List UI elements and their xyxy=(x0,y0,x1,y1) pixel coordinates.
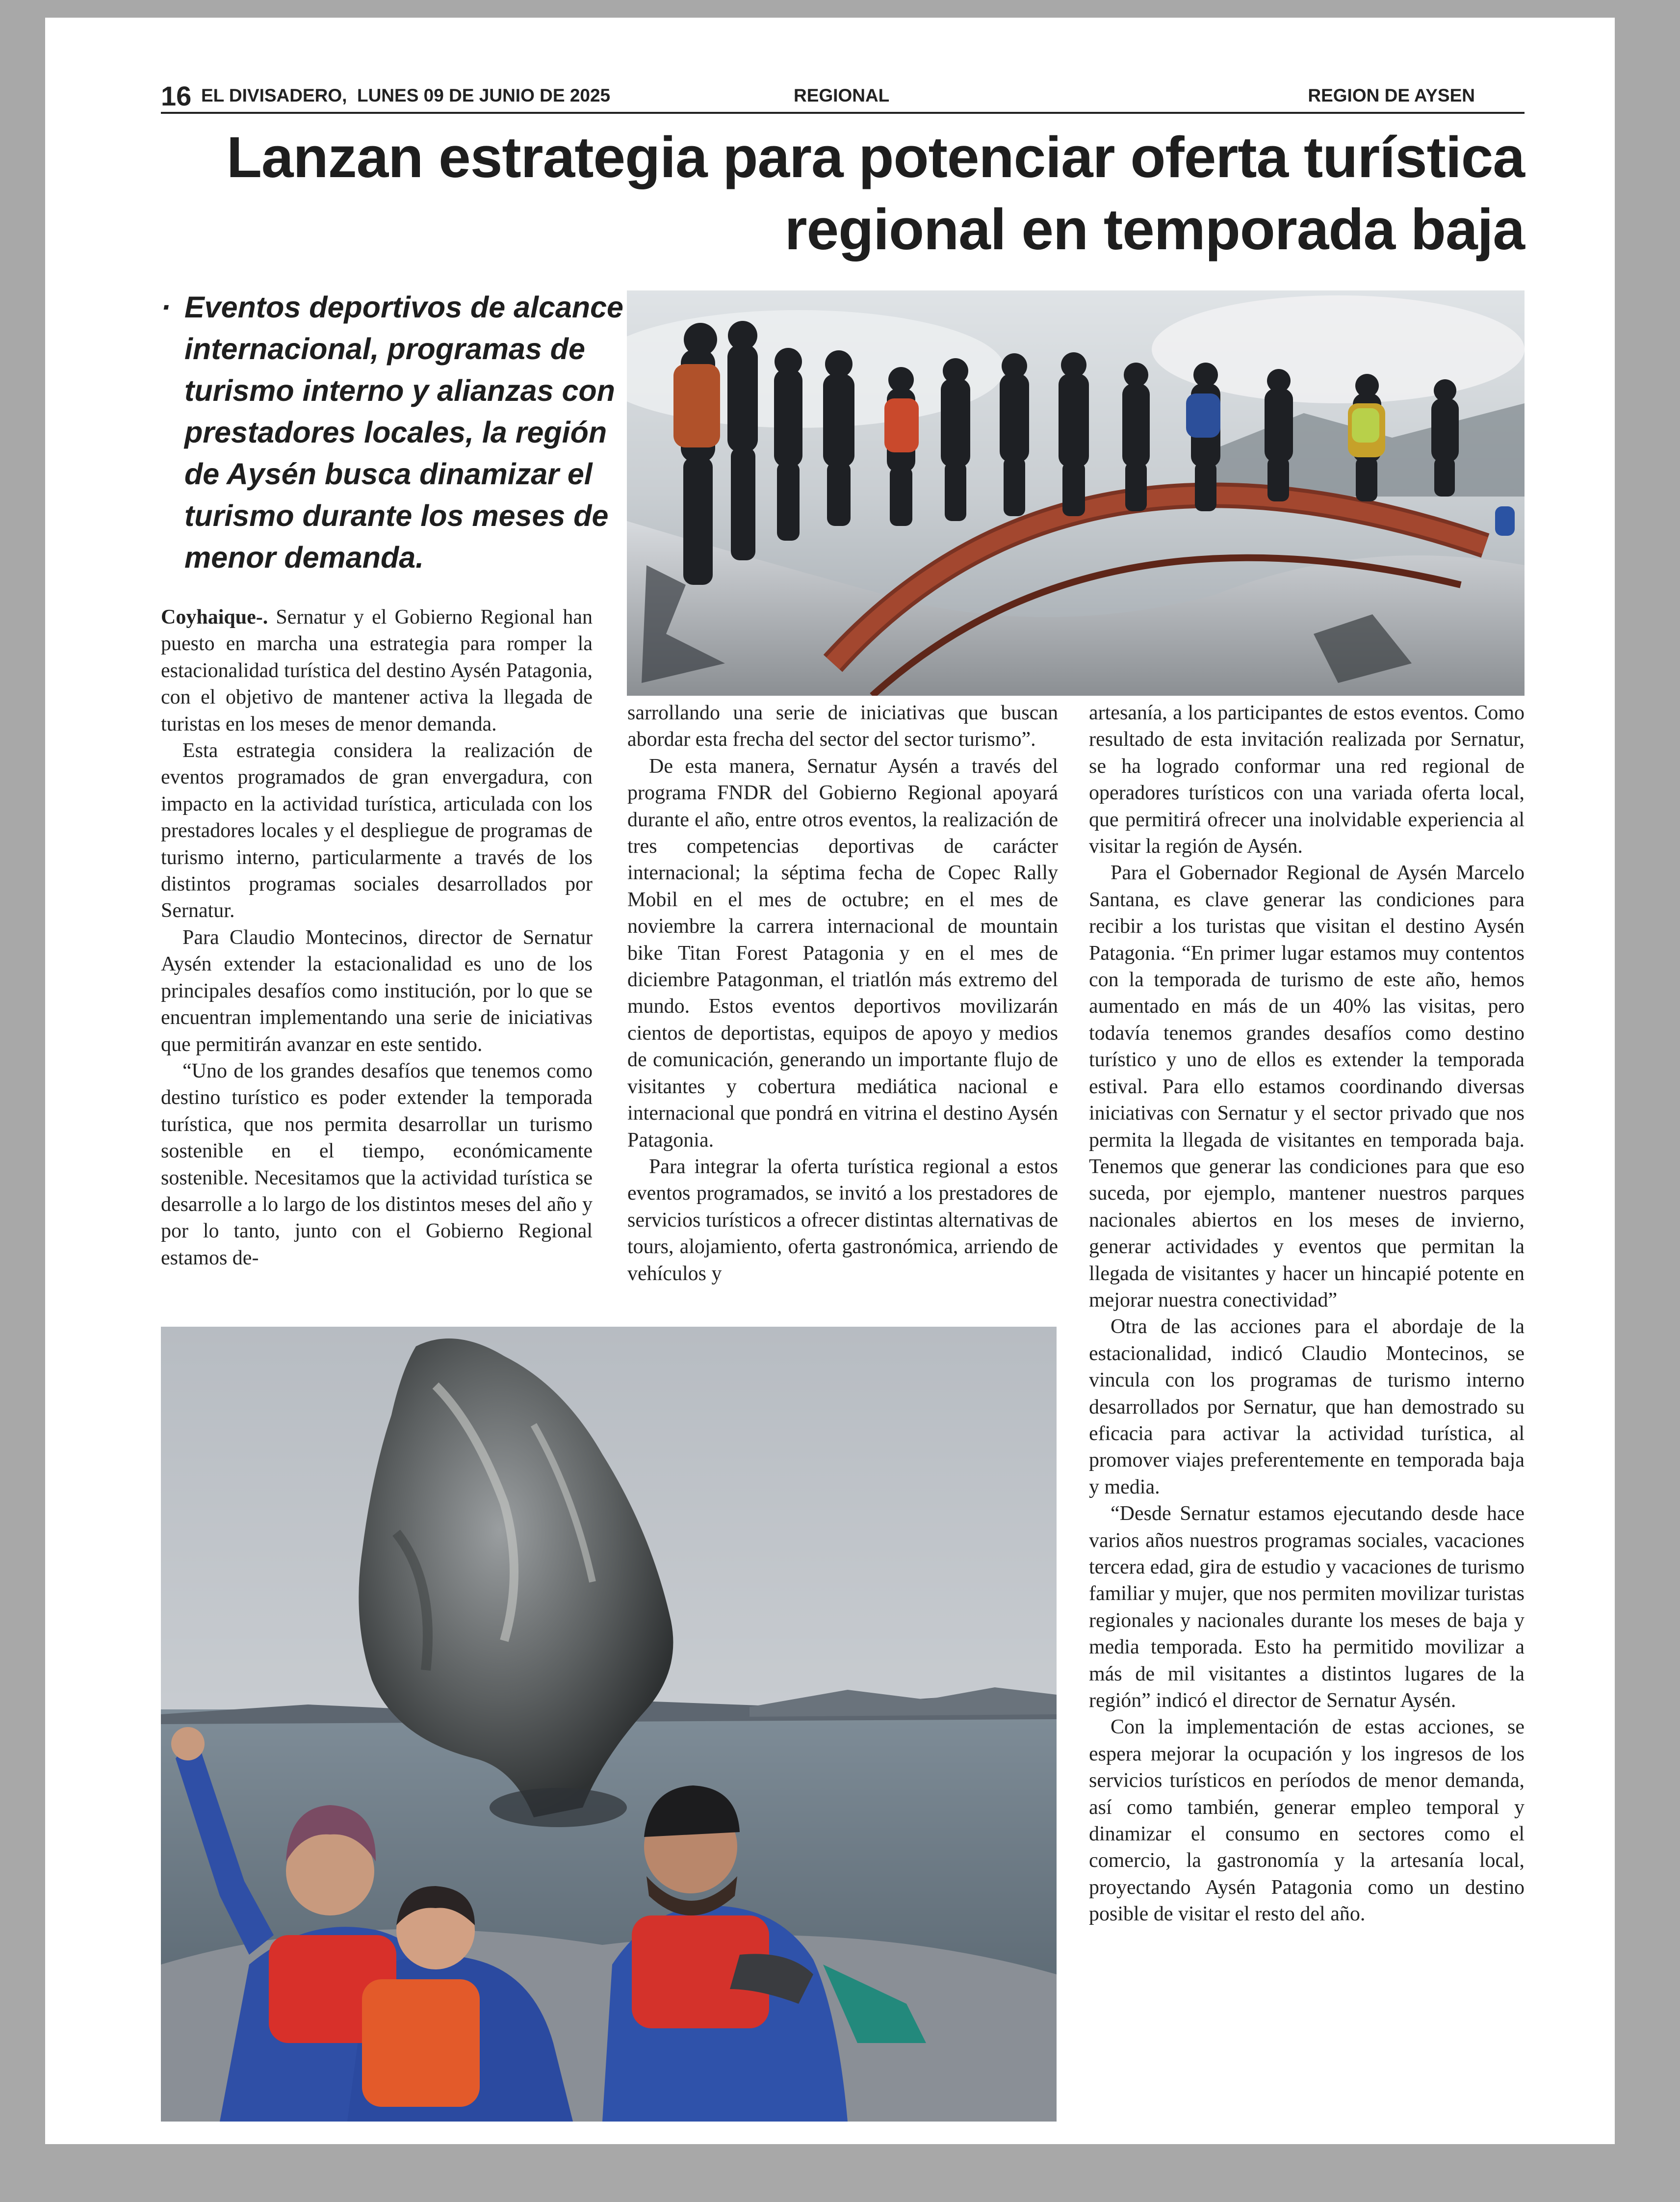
region-label: REGION DE AYSEN xyxy=(1308,85,1475,105)
marble-caves-family-photo xyxy=(161,1327,1057,2122)
column2-paragraph-3: Para integrar la oferta turística regional a estos eventos programados, se invitó a los prestadores de servicios turísticos a ofrecer distintas alternativas de tours, alojamiento, oferta gastronómica, arriendo de vehículos y xyxy=(627,1155,1058,1285)
column3-paragraph-4: “Desde Sernatur estamos ejecutando desde hace varios años nuestros programas sociales, vacaciones tercera edad, gira de estudio y vacaciones de turismo familiar y mujer, que nos permiten movilizar turistas regionales y nacionales durante los meses de baja y media temporada. Esto ha permitido movilizar a más de mil visitantes a distintos lugares de la región” indicó el director de Sernatur Aysén. xyxy=(1089,1502,1525,1712)
article-column-1 xyxy=(161,604,593,1271)
column3-paragraph-5: Con la implementación de estas acciones, se espera mejorar la ocupación y los ingresos de los servicios turísticos en períodos de menor demanda, así como también, generar empleo temporal y dinamizar el consumo en sectores como el comercio, la gastronomía y la artesanía local, proyectando Aysén Patagonia como un destino posible de visitar el resto del año. xyxy=(1089,1716,1525,1926)
column3-paragraph-2: Para el Gobernador Regional de Aysén Marcelo Santana, es clave generar las condiciones para recibir a los turistas que visitan el destino Aysén Patagonia. “En primer lugar estamos muy contentos con la temporada de turismo de este año, hemos aumentado en más de un 40% las visitas, pero todavía tenemos grandes desafíos como destino turístico y uno de ellos es extender la temporada estival. Para ello estamos coordinando diversas iniciativas con Sernatur y el sector privado que nos permita la llegada de visitantes en temporada baja. Tenemos que generar las condiciones para que eso suceda, por ejemplo, mantener nuestros parques nacionales abiertos en los meses de invierno, generar actividades y eventos que permitan la llegada de visitantes y hacer un hincapié potente en mejorar nuestra conectividad” xyxy=(1089,862,1525,1311)
deck xyxy=(161,287,630,578)
column3-paragraph-3: Otra de las acciones para el abordaje de la estacionalidad, indicó Claudio Montecinos, se vincula con los programas de turismo interno desarrollados por Sernatur, que han demostrado su eficacia para activar la actividad turística, al promover viajes preferentemente en temporada baja y media. xyxy=(1089,1315,1525,1498)
column1-paragraph-4: “Uno de los grandes desafíos que tenemos como destino turístico es poder extender la temporada turística, que nos permita desarrollar un turismo sostenible en el tiempo, económicamente sostenible. Necesitamos que la actividad turística se desarrolle a lo largo de los distintos meses del año y por lo tanto, junto con el Gobierno Regional estamos de- xyxy=(161,1059,593,1269)
deck-bullet: · xyxy=(161,290,171,324)
article-column-3 xyxy=(1089,700,1525,1928)
family-photo-svg xyxy=(161,1327,1057,2122)
column2-paragraph-2: De esta manera, Sernatur Aysén a través del programa FNDR del Gobierno Regional apoyará durante el año, entre otros eventos, la realización de tres competencias deportivas de carácter internacional; la séptima fecha de Copec Rally Mobil en el mes de octubre; en el mes de noviembre la carrera internacional de mountain bike Titan Forest Patagonia y en el mes de diciembre Patagonman, el triatlón más extremo del mundo. Estos eventos deportivos movilizarán cientos de deportistas, equipos de apoyo y medios de comunicación, generando un importante flujo de visitantes y cobertura mediática nacional e internacional que pondrá en vitrina el destino Aysén Patagonia. xyxy=(627,755,1058,1152)
hikers-viewpoint-photo xyxy=(627,290,1525,696)
paper-name-date: EL DIVISADERO, LUNES 09 DE JUNIO DE 2025 xyxy=(201,85,611,105)
headline: Lanzan estrategia para potenciar oferta turística regional en temporada baja xyxy=(226,125,1525,262)
deck-text: Eventos deportivos de alcance internacional, programas de turismo interno y alianzas con prestadores locales, la región de Aysén busca dinamizar el turismo durante los meses de menor demanda. xyxy=(184,290,623,574)
header-rule xyxy=(161,112,1525,114)
article-column-2 xyxy=(627,700,1058,1287)
section-label: REGIONAL xyxy=(794,85,890,105)
dateline: Coyhaique-. xyxy=(161,606,268,629)
page-number: 16 xyxy=(161,80,192,111)
column2-paragraph-1: sarrollando una serie de iniciativas que buscan abordar esta frecha del sector del sector turismo”. xyxy=(627,702,1058,751)
column1-paragraph-3: Para Claudio Montecinos, director de Sernatur Aysén extender la estacionalidad es uno de los principales desafíos como institución, por lo que se encuentran implementando una serie de iniciativas que permitirán avanzar en este sentido. xyxy=(161,926,593,1056)
column1-p1-text: Sernatur y el Gobierno Regional han puesto en marcha una estrategia para romper la estacionalidad turística del destino Aysén Patagonia, con el objetivo de mantener activa la llegada de turistas en los meses de menor demanda. xyxy=(161,606,593,735)
newspaper-page xyxy=(45,18,1615,2144)
column1-paragraph-1 xyxy=(161,604,593,737)
hikers-photo-svg xyxy=(627,290,1525,696)
column3-paragraph-1: artesanía, a los participantes de estos eventos. Como resultado de esta invitación realizada por Sernatur, se ha logrado conformar una red regional de operadores turísticos con una variada oferta local, que permitirá ofrecer una inolvidable experiencia al visitar la región de Aysén. xyxy=(1089,702,1525,858)
column1-paragraph-2: Esta estrategia considera la realización de eventos programados de gran envergadura, con impacto en la actividad turística, articulada con los prestadores locales y el despliegue de programas de turismo interno, particularmente a través de los distintos programas sociales desarrollados por Sernatur. xyxy=(161,739,593,922)
